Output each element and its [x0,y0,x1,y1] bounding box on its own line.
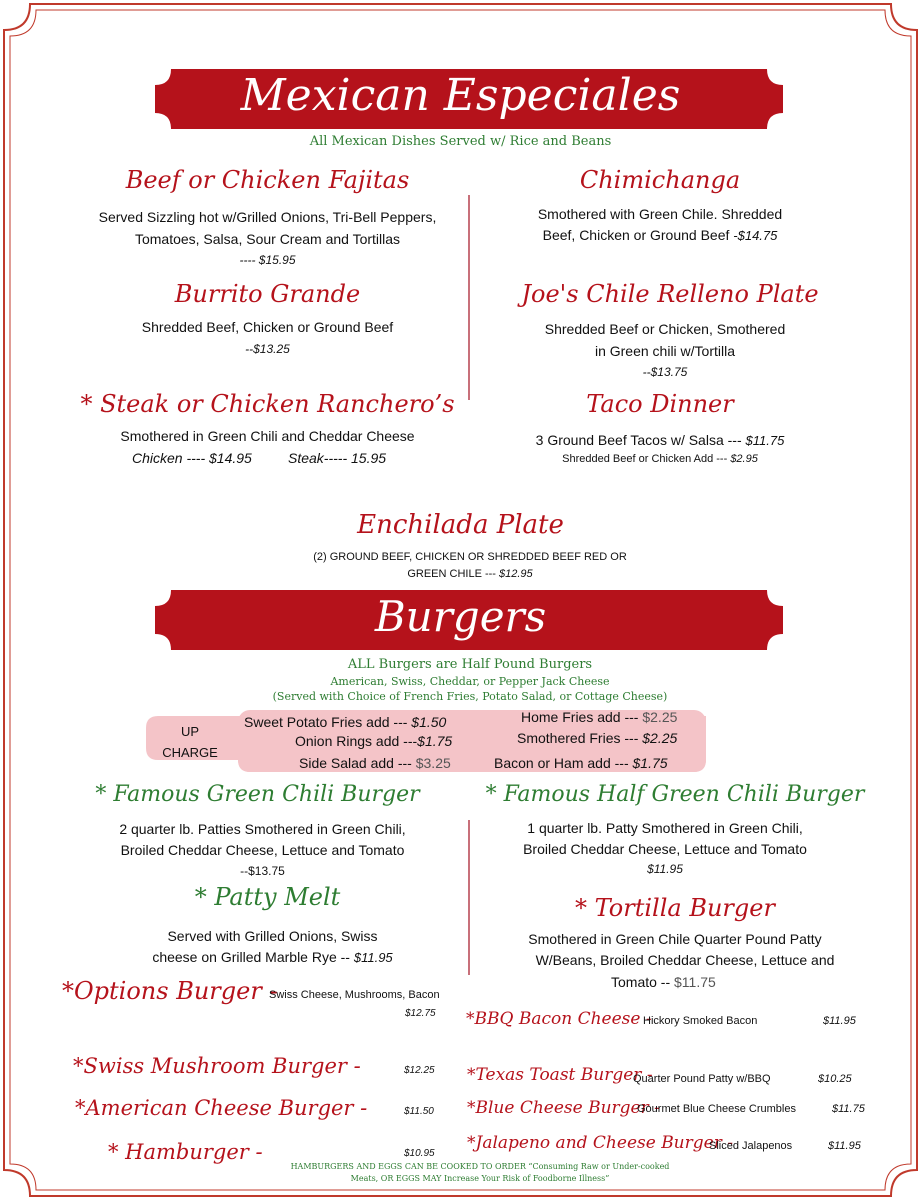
home-fries-label: Home Fries add --- [521,709,643,725]
upcharge-label-2: CHARGE [162,745,218,760]
texas-toast-name: *Texas Toast Burger - [467,1065,653,1085]
taco-price: $11.75 [745,433,785,448]
fajitas-line2: Tomatoes, Salsa, Sour Cream and Tortillas [134,231,401,247]
green-chili-line1: 2 quarter lb. Patties Smothered in Green Chili, [119,821,406,837]
bbq-bacon-desc: Hickory Smoked Bacon [643,1015,758,1027]
half-green-chili-line2: Broiled Cheddar Cheese, Lettuce and Tomato [523,841,807,857]
tortilla-price: $11.75 [674,974,716,990]
relleno-name: Joe's Chile Relleno Plate [521,280,819,308]
texas-toast-price: $10.25 [818,1073,852,1085]
blue-cheese-desc: Gourmet Blue Cheese Crumbles [637,1103,796,1115]
relleno-price: --$13.75 [642,365,688,379]
burgers-title: Burgers [374,592,547,641]
patty-melt-name: * Patty Melt [194,883,341,911]
hamburger-price: $10.95 [404,1148,435,1159]
upcharge-onion-rings [295,733,452,749]
half-green-chili-name: * Famous Half Green Chili Burger [485,782,865,807]
hamburger-name: * Hamburger - [108,1140,263,1164]
jalapeno-desc: Sliced Jalapenos [709,1140,793,1152]
patty-melt-line2 [65,949,480,965]
upcharge-side-salad [299,755,451,771]
bacon-ham-label: Bacon or Ham add --- [494,755,633,771]
upcharge-sweet-potato [244,714,446,730]
fajitas-price: ---- $15.95 [239,253,296,267]
tortilla-line3-text: Tomato -- [611,974,675,990]
smothered-fries-label: Smothered Fries --- [517,730,643,746]
half-green-chili-price: $11.95 [647,862,683,876]
sweet-potato-label: Sweet Potato Fries add --- [244,714,412,730]
chimichanga-price: -$14.75 [733,228,778,243]
tortilla-line1: Smothered in Green Chile Quarter Pound Patty [528,931,822,947]
disclaimer-line2: Meats, OR EGGS MAY Increase Your Risk of Foodborne Illness” [350,1174,610,1183]
burgers-note3: (Served with Choice of French Fries, Potato Salad, or Cottage Cheese) [272,690,668,703]
jalapeno-price: $11.95 [828,1140,861,1152]
swiss-mushroom-price: $12.25 [404,1065,435,1076]
chimichanga-name: Chimichanga [579,166,741,194]
green-chili-name: * Famous Green Chili Burger [95,782,420,807]
bacon-ham-price: $1.75 [632,755,668,771]
taco-line1 [470,432,850,448]
tortilla-line3 [611,974,716,990]
options-burger-name: *Options Burger - [62,977,278,1005]
texas-toast-desc: Quarter Pound Patty w/BBQ [633,1073,771,1085]
side-salad-price: $3.25 [415,755,451,771]
burrito-line1: Shredded Beef, Chicken or Ground Beef [141,319,394,335]
taco-name: Taco Dinner [586,390,734,418]
fajitas-name: Beef or Chicken Fajitas [125,166,410,194]
enchilada-name: Enchilada Plate [357,510,564,540]
taco-line1-text: 3 Ground Beef Tacos w/ Salsa --- [535,432,746,448]
mexican-subtitle: All Mexican Dishes Served w/ Rice and Beans [309,134,612,149]
upcharge-label-1: UP [180,724,200,739]
enchilada-line2-text: GREEN CHILE --- [407,568,500,580]
chimichanga-line2-text: Beef, Chicken or Ground Beef [542,227,734,243]
burrito-price: --$13.25 [245,342,290,356]
taco-line2-text: Shredded Beef or Chicken Add --- [562,453,731,465]
burrito-name: Burrito Grande [174,280,361,308]
tortilla-line2: W/Beans, Broiled Cheddar Cheese, Lettuce and [535,952,835,968]
taco-add-price: $2.95 [730,453,758,465]
disclaimer-line1: HAMBURGERS AND EGGS CAN BE COOKED TO ORDER “Consuming Raw or Under-cooked [290,1162,670,1171]
options-burger-desc: Swiss Cheese, Mushrooms, Bacon [269,989,440,1001]
ranchero-name: * Steak or Chicken Ranchero’s [80,390,455,418]
ranchero-chicken: Chicken ---- $14.95 [132,450,252,466]
upcharge-smothered-fries [517,730,677,746]
swiss-mushroom-name: *Swiss Mushroom Burger - [73,1054,361,1078]
relleno-line1: Shredded Beef or Chicken, Smothered [544,321,786,337]
enchilada-line2 [0,568,921,580]
enchilada-line1: (2) GROUND BEEF, CHICKEN OR SHREDDED BEEF RED OR [313,551,627,563]
american-cheese-price: $11.50 [404,1106,434,1117]
tortilla-name: * Tortilla Burger [575,894,775,922]
jalapeno-name: *Jalapeno and Cheese Burger - [467,1133,733,1153]
fajitas-line1: Served Sizzling hot w/Grilled Onions, Tri-Bell Peppers, [98,209,437,225]
sweet-potato-price: $1.50 [411,714,447,730]
blue-cheese-name: *Blue Cheese Burger - [467,1098,660,1118]
ranchero-line1: Smothered in Green Chili and Cheddar Cheese [120,428,415,444]
relleno-line2: in Green chili w/Tortilla [594,343,736,359]
patty-melt-line2-text: cheese on Grilled Marble Rye -- [152,949,354,965]
american-cheese-name: *American Cheese Burger - [75,1096,368,1120]
chimichanga-line1: Smothered with Green Chile. Shredded [537,206,783,222]
green-chili-line2: Broiled Cheddar Cheese, Lettuce and Tomato [120,842,405,858]
mexican-title: Mexican Especiales [240,70,681,121]
burgers-note2: American, Swiss, Cheddar, or Pepper Jack Cheese [330,675,610,688]
onion-rings-price: $1.75 [417,733,453,749]
onion-rings-label: Onion Rings add --- [295,733,418,749]
upcharge-home-fries [521,709,677,725]
options-burger-price: $12.75 [405,1008,436,1019]
smothered-fries-price: $2.25 [642,730,678,746]
bbq-bacon-price: $11.95 [823,1015,856,1027]
home-fries-price: $2.25 [642,709,678,725]
chimichanga-line2 [470,227,850,243]
upcharge-bacon-ham [494,755,668,771]
burgers-note1: ALL Burgers are Half Pound Burgers [347,657,593,672]
half-green-chili-line1: 1 quarter lb. Patty Smothered in Green Chili, [527,820,803,836]
blue-cheese-price: $11.75 [832,1103,865,1115]
enchilada-price: $12.95 [499,568,533,580]
side-salad-label: Side Salad add --- [299,755,416,771]
patty-melt-price: $11.95 [353,950,393,965]
patty-melt-line1: Served with Grilled Onions, Swiss [167,928,378,944]
bbq-bacon-name: *BBQ Bacon Cheese - [466,1009,652,1029]
taco-line2 [470,453,850,465]
ranchero-steak: Steak----- 15.95 [288,450,387,466]
green-chili-price: --$13.75 [240,864,285,878]
